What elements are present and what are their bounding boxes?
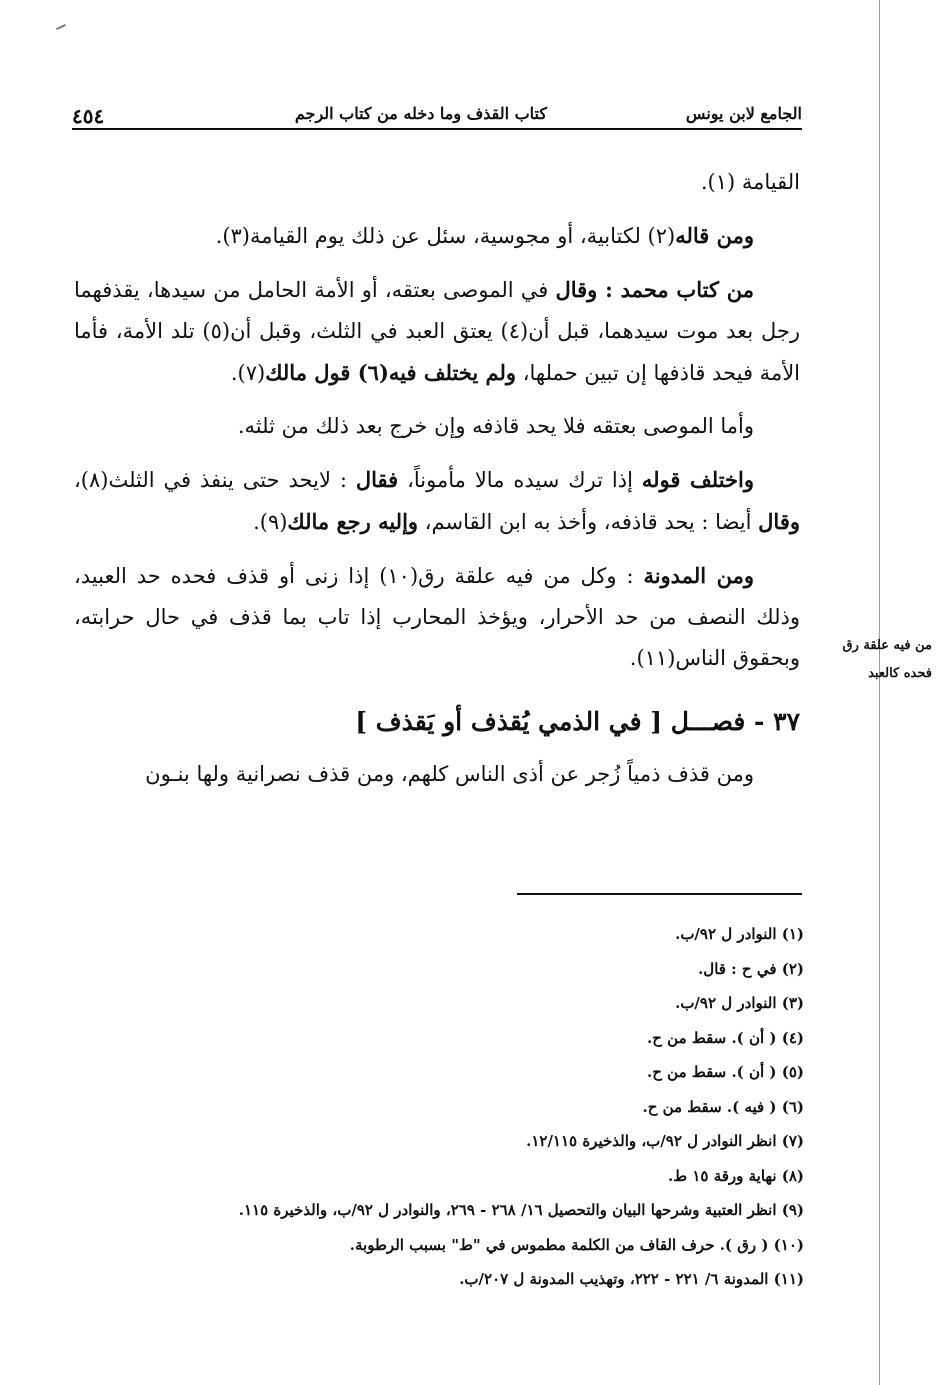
footnote-7: (٧) انظر النوادر ل ٩٢/ب، والذخيرة ١٢/١١٥. (526, 1132, 804, 1150)
margin-line (879, 0, 880, 1385)
footnote-6: (٦) ( فيه ). سقط من ح. (642, 1097, 804, 1116)
footnote-5: (٥) ( أن ). سقط من ح. (647, 1063, 804, 1081)
margin-note (836, 632, 932, 688)
footnote-rule (517, 893, 802, 895)
paragraph-6: ومن المدونة : وكل من فيه علقة رق(١٠) إذا زنى أو قذف فحده حد العبيد، وذلك النصف من حد الأحرار، ويؤخذ المحارب إذا تاب بما قذف في حال حرابته، وبحقوق الناس(١١). (74, 563, 800, 670)
footnote-10: (١٠) ( رق ). حرف القاف من الكلمة مطموس في "ط" بسبب الرطوبة. (349, 1235, 804, 1254)
paragraph-3: من كتاب محمد : وقال في الموصى بعتقه، أو الأمة الحامل من سيدها، يقذفهما رجل بعد موت سيدهما، قبل أن(٤) يعتق العبد في الثلث، وقبل أن(٥) تلد الأمة، فأما الأمة فيحد قاذفها إن تبين حملها، ولم يختلف فيه(٦) قول مالك(٧). (74, 277, 800, 385)
header-book-title: الجامع لابن يونس (685, 104, 802, 123)
running-header (72, 104, 802, 128)
footnote-3: (٣) النوادر ل ٩٢/ب. (675, 994, 804, 1012)
footnote-9: (٩) انظر العتبية وشرحها البيان والتحصيل ١٦/ ٢٦٨ - ٢٦٩، والنوادر ل ٩٢/ب، والذخيرة ١١٥. (238, 1201, 804, 1219)
header-chapter-title: كتاب القذف وما دخله من كتاب الرجم (294, 104, 547, 123)
footnote-2: (٢) في ح : قال. (698, 959, 804, 978)
stray-mark (56, 24, 66, 30)
paragraph-1: القيامة (١). (700, 170, 800, 194)
footnotes (74, 917, 804, 1297)
paragraph-2: ومن قاله(٢) لكتابية، أو مجوسية، سئل عن ذلك يوم القيامة(٣). (215, 223, 754, 248)
paragraph-5: واختلف قوله إذا ترك سيده مالا مأموناً، فقال : لايحد حتى ينفذ في الثلث(٨)، وقال أيضا : يحد قاذفه، وأخذ به ابن القاسم، وإليه رجع مالك(٩). (74, 467, 800, 534)
section-heading: ٣٧ - فصـــل [ في الذمي يُقذف أو يَقذف ] (355, 707, 800, 736)
footnote-4: (٤) ( أن ). سقط من ح. (647, 1028, 804, 1047)
paragraph-4: وأما الموصى بعتقه فلا يحد قاذفه وإن خرج بعد ذلك من ثلثه. (237, 414, 754, 438)
paragraph-7: ومن قذف ذمياً زُجر عن أذى الناس كلهم، ومن قذف نصرانية ولها بنـون (145, 762, 754, 786)
footnote-8: (٨) نهاية ورقة ١٥ ط. (668, 1166, 804, 1185)
margin-note-line-1: من فيه علقة رق (842, 638, 932, 653)
margin-note-line-2: فحده كالعبد (868, 666, 932, 681)
header-rule (72, 128, 802, 130)
footnote-1: (١) النوادر ل ٩٢/ب. (675, 925, 804, 943)
main-text (74, 162, 800, 807)
footnote-11: (١١) المدونة ٦/ ٢٢١ - ٢٢٢، وتهذيب المدونة ل ٢٠٧/ب. (459, 1270, 804, 1288)
page-number: ٤٥٤ (72, 104, 105, 128)
